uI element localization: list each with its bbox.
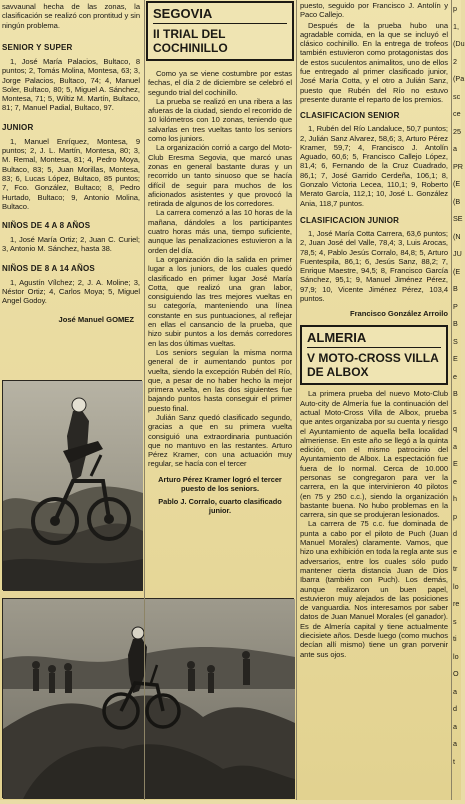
ninos-8-14-header: NIÑOS DE 8 A 14 AÑOS: [2, 263, 95, 273]
cropped-fragment: PR: [453, 161, 463, 171]
clasificacion-senior-header: CLASIFICACION SENIOR: [300, 111, 400, 121]
ninos-4-8-header: NIÑOS DE 4 A 8 AÑOS: [2, 221, 91, 231]
cropped-fragment: p: [453, 4, 457, 13]
cropped-fragment: e: [453, 546, 457, 556]
cropped-fragment: B: [453, 319, 458, 328]
paragraph: Julián Sanz quedó clasificado segundo, gracias a que en su primera vuelta consiguió una extraordinaria puntuación que no mantuvo en las restantes. Arturo Pérez Kramer, con una actuación muy regular, se hacía con el tercer: [148, 412, 292, 469]
signature-gomez: José Manuel GOMEZ: [58, 314, 134, 324]
column-divider: [144, 0, 145, 800]
paragraph: La carrera comenzó a las 10 horas de la mañana, dándoles a los participantes cuatro horas más una, tiempo suficiente, aunque las penalizaciones estuvieron a la orden del día.: [148, 208, 292, 255]
cropped-fragment: P: [453, 301, 458, 311]
cropped-fragment: lo: [453, 651, 459, 661]
headline-almeria: [300, 325, 448, 385]
headline-title: V MOTO-CROSS VILLA DE ALBOX: [307, 351, 439, 380]
clasificacion-senior-results: 1, Rubén del Río Landaluce, 50,7 puntos; 2, Julián Sanz Alvarez, 58,6; 3, Arturo Pérez Kramer, 59,7; 4, Francisco J. Antolín Aguado, 60,6; 5, Francisco Callejo López, 81,4; 6, Fernando de la Cruz Cuadrado, 86,1; 7, José Garrido Cerdeña, 106,1; 8, Gonzalo Victoria Lecea, 110,1; 9, Roberto Merato García, 112,1; 10, José L. González Ania, 118,7 puntos.: [300, 124, 448, 208]
column-cropped-edge: [452, 0, 465, 770]
junior-results: 1, Manuel Enríquez, Montesa, 9 puntos; 2, J. L. Martín, Montesa, 80; 3, M. Remal, Montesa, 81; 4, Pedro Moya, Bultaco, 83; 5, Juan Morillas, Montesa, 83; 6, Lucas López, Bultaco, 85 puntos; 7, Fco. González, Bultaco; 8, Pedro Hurtado, Bultaco; 9, Antonio Molina, Bultaco.: [2, 136, 140, 211]
article-body-segovia: [146, 61, 294, 515]
cropped-fragment: tr: [453, 564, 458, 573]
cropped-fragment: E: [453, 459, 458, 468]
clasificacion-junior-results: 1, José María Cotta Carrera, 63,6 puntos; 2, Juan José del Valle, 78,4; 3, Luis Arocas, 78,5; 4, Pablo Jesús Corralo, 84,8; 5, Arturo Fuentespila, 86,1; 6, Jesús Sanz, 88,2; 7, Enrique Maestre, 94,5; 8, Francisco García Sánchez, 95,1; 9, Manuel Jiménez Pérez, 97,9; 10, Vicente Jiménez Pérez, 103,4 puntos.: [300, 228, 448, 304]
photo-rider-trial: [2, 380, 142, 590]
cropped-fragment: ce: [453, 109, 461, 118]
column-segovia: [146, 0, 294, 515]
cropped-fragment: (B: [453, 196, 461, 206]
cropped-fragment: (Du: [453, 39, 465, 48]
cropped-fragment: 1,: [453, 21, 459, 31]
paragraph: Después de la prueba hubo una agradable comida, en la que se incluyó el clásico cochinillo. En la entrega de trofeos también estuvieron como protagonistas dos de estos suculentos animalitos, uno de ellos fue entregado al primer clasificado junior, José María Cotta, y el otro a Julián Sanz, puesto que Rubén del Río no estuvo presente durante el reparto de los premios.: [300, 20, 448, 104]
cropped-fragment: ti: [453, 634, 457, 643]
paragraph: La organización corrió a cargo del Moto-Club Eresma Segovia, que marcó unas zonas en general bastante duras y un recorrido un tanto sinuoso que se hacía difícil de seguir para muchos de los aficionados asistentes y que provocó la retirada de algunos de los corredores.: [148, 143, 292, 209]
photo-trial-rocks-image: [3, 599, 295, 799]
cropped-fragment: E: [453, 354, 458, 363]
cropped-fragment: re: [453, 599, 460, 608]
senior-header: SENIOR Y SUPER: [2, 43, 73, 52]
column-divider: [451, 0, 452, 800]
cropped-fragment: (Pa: [453, 74, 465, 83]
paragraph-continuation: puesto, seguido por Francisco J. Antolín y Paco Callejo.: [300, 1, 448, 20]
cropped-fragment: a: [453, 739, 457, 748]
headline-kicker: SEGOVIA: [153, 6, 287, 24]
paragraph: La primera prueba del nuevo Moto-Club Auto-city de Almería fue la continuación del actual Moto-Cross Villa de Albox, prueba que antes organizaba por su cuenta y riesgo el Ayuntamiento de aquella bella localidad almeriense. En este año se llegó a la quinta edición, con el mismo patrocinio del Ayuntamiento de Albox. La espectación fue fuera de lo normal. Cerca de 10.000 personas se congregaron para ver la carrera, en la que intervinieron 40 pilotos (en 75 y 250 c.c.), siendo la organización bastante buena. No hubo problemas en la carrera, sin que se produjeran lesionados.: [300, 389, 448, 520]
cropped-fragment: s: [453, 616, 457, 626]
cropped-fragment: S: [453, 336, 458, 346]
cropped-fragments: [452, 0, 465, 770]
photo-caption-kramer: Arturo Pérez Kramer logró el tercer puesto de los seniors.: [158, 474, 282, 493]
cropped-fragment: (E: [453, 266, 461, 276]
cropped-fragment: B: [453, 284, 458, 293]
intro-text: savvaunal hecha de las zonas, la clasificación se realizó con prontitud y sin ningún problema.: [2, 2, 140, 30]
cropped-fragment: e: [453, 476, 457, 486]
column-results-almeria: [298, 0, 450, 659]
cropped-fragment: SE: [453, 214, 463, 223]
cropped-fragment: (E: [453, 179, 461, 188]
cropped-fragment: a: [453, 441, 457, 451]
photo-caption-corralo: Pablo J. Corralo, cuarto clasificado junior.: [158, 496, 282, 515]
cropped-fragment: q: [453, 424, 457, 433]
cropped-fragment: B: [453, 389, 458, 398]
signature-gonzalez: Francisco González Arroilo: [349, 309, 448, 319]
ninos-4-8-results: 1, José María Ortiz; 2, Juan C. Curiel; 3, Antonio M. Sánchez, hasta 38.: [2, 235, 140, 254]
paragraph: La organización dio la salida en primer lugar a los juniors, de los cuales quedó clasificado en primer lugar José María Cotta, que realizó una gran labor, consiguiendo las tres mejores vueltas en su categoría, manteniendo una línea constante en sus puntuaciones, al reflejar en ellas el cansancio de la prueba, que hizo subir puntos a los demás corredores en las dos últimas vueltas.: [148, 254, 292, 348]
cropped-fragment: t: [453, 756, 455, 766]
cropped-fragment: JU: [453, 249, 462, 258]
cropped-fragment: a: [453, 144, 457, 153]
article-body-almeria: [298, 385, 450, 659]
cropped-fragment: d: [453, 704, 457, 713]
column-divider: [296, 0, 297, 800]
paragraph: Los seniors seguían la misma norma general de ir aumentando puntos por vuelta, siendo la excepción Rubén del Río, que, a pesar de no haber hecho la mejor primera vuelta, en las dos siguientes fue bajando puntos hasta conseguir el primer puesto final.: [148, 347, 292, 413]
cropped-fragment: 25: [453, 126, 461, 136]
cropped-fragment: s: [453, 406, 457, 416]
column-results: [0, 0, 142, 324]
cropped-fragment: e: [453, 371, 457, 381]
junior-header: JUNIOR: [2, 122, 34, 132]
cropped-fragment: p: [453, 511, 457, 521]
senior-results: 1, José María Palacios, Bultaco, 8 puntos; 2, Tomás Molina, Montesa, 63; 3, Jorge Palacios, Bultaco, 74; 4, Manuel Soler, Bultaco, 80; 5, Miguel A. Sánchez, Montesa, 71; 5, Wiltiz M. Martín, Bultaco, 81; 7, Manuel Padial, Bultaco, 97.: [2, 57, 140, 113]
paragraph: La prueba se realizó en una ribera a las afueras de la ciudad, siendo el recorrido de 10 kilómetros con 10 zonas, teniendo que salvarlas en tres vueltas tanto los seniors como los juniors.: [148, 96, 292, 144]
photo-rider-trial-image: [3, 381, 143, 591]
cropped-fragment: lo: [453, 581, 459, 591]
cropped-fragment: d: [453, 529, 457, 538]
photo-trial-rocks: [2, 598, 294, 798]
cropped-fragment: h: [453, 494, 457, 503]
cropped-fragment: a: [453, 686, 457, 696]
headline-segovia: [146, 1, 294, 61]
headline-kicker: ALMERIA: [307, 330, 441, 348]
paragraph: La carrera de 75 c.c. fue dominada de punta a cabo por el piloto de Puch (Juan Manuel Morales) claramente. Vamos, que hizo una exhibición en toda la regla ante sus adversarios, entre los cuales sólo pudo mantener cierta distancia Juan de Dios Ibarra (también con Puch). Los demás, aunque realizaron un buen papel, estuvieron muy alejados de las posiciones de vanguardia. Nos interesamos por saber datos de Juan Manuel Morales (el ganador). Es de Almería capital y tiene actualmente diecisiete años. Desde luego (como muchos decían allí mismo) tiene un gran porvenir ante sus ojos.: [300, 519, 448, 659]
clasificacion-junior-header: CLASIFICACION JUNIOR: [300, 215, 400, 225]
cropped-fragment: (N: [453, 231, 461, 241]
paragraph: Como ya se viene costumbre por estas fechas, el día 2 de diciembre se celebró el segundo trial del cochinillo.: [148, 69, 292, 97]
cropped-fragment: 2: [453, 56, 457, 66]
cropped-fragment: sc: [453, 91, 461, 101]
headline-title: II TRIAL DEL COCHINILLO: [153, 27, 228, 55]
cropped-fragment: O: [453, 669, 459, 678]
ninos-8-14-results: 1, Agustín Vílchez; 2, J. A. Moline; 3, Néstor Ortiz; 4, Carlos Moya; 5, Miguel Angel Godoy.: [2, 277, 140, 306]
cropped-fragment: a: [453, 721, 457, 731]
